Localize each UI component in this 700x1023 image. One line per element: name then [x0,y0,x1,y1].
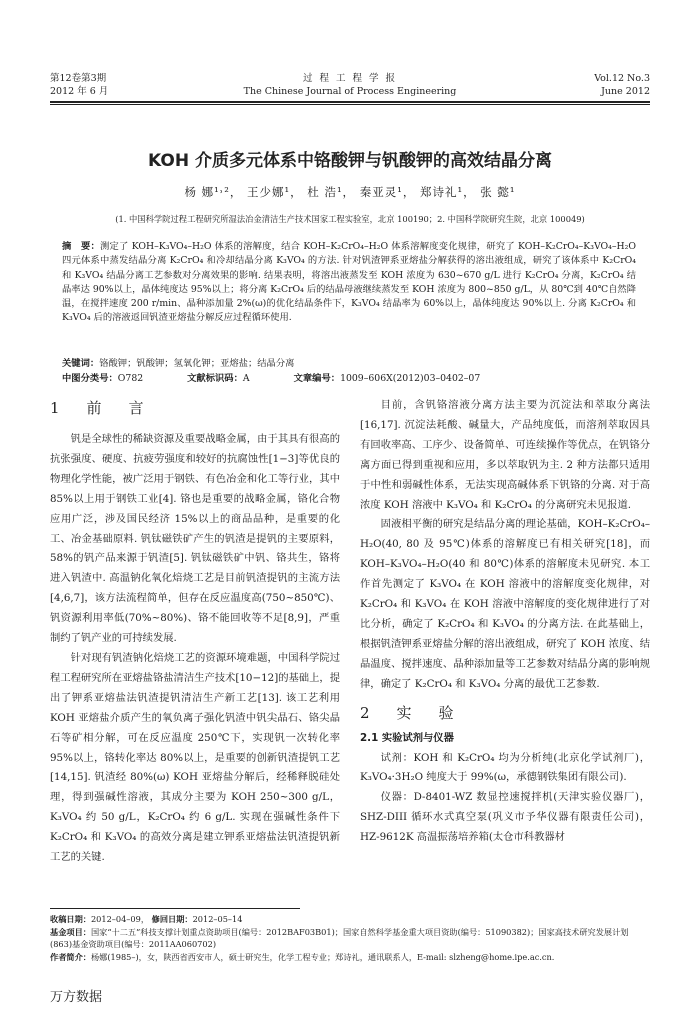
abstract [62,240,636,326]
article-title: KOH 介质多元体系中铬酸钾与钒酸钾的高效结晶分离 [147,151,552,171]
volume-en: Vol.12 No.3 [594,73,650,84]
doc-code-label: 文献标识码： [187,373,243,384]
keywords-row [62,355,636,369]
date-cn: 2012 年 6 月 [50,86,109,97]
section-1-paragraph-3: 目前，含钒铬溶液分离方法主要为沉淀法和萃取分离法[16,17]. 沉淀法耗酸、碱量大，产品纯度低，而溶剂萃取因具有回收率高、工序少、设备简单、可连续操作等优点，在钒铬分离方面已得到重视和应用，多以萃取钒为主. 2 种方法都只适用于中性和弱碱性体系，无法实现高碱体系下钒铬的分离. 对于高浓度 KOH 溶液中 K₃VO₄ 和 K₂CrO₄ 的分离研究未见报道. [360,399,650,511]
clc-label: 中图分类号： [62,373,118,384]
journal-name-en: The Chinese Journal of Process Engineering [243,86,457,97]
date-en: June 2012 [601,86,650,97]
section-1-paragraph-2: 针对现有钒渣钠化焙烧工艺的资源环境难题，中国科学院过程工程研究所在亚熔盐铬盐清洁生产技术[10−12]的基础上，提出了钾系亚熔盐法钒渣提钒清洁生产新工艺[13]. 该工艺利用 KOH 亚熔盐介质产生的氧负离子强化钒渣中钒尖晶石、铬尖晶石等矿相分解，可在反应温度 250℃下，实现钒一次转化率 95%以上，铬转化率达 80%以上，是重要的创新钒渣提钒工艺[14,15]. 钒渣经 80%(ω) KOH 亚熔盐分解后，经稀释脱硅处理，得到强碱性溶液，其成分主要为 KOH 250~300 g/L，K₃VO₄ 约 50 g/L，K₂CrO₄ 约 6 g/L. 实现在强碱性条件下 K₂CrO₄ 和 K₃VO₄ 的高效分离是建立钾系亚熔盐法钒渣提钒新工艺的关键. [50,651,340,864]
subsection-2-1-heading: 2.1 实验试剂与仪器 [360,731,454,744]
article-id-label: 文章编号： [293,373,341,384]
revised-label: 修回日期： [151,914,193,924]
fund-text: 国家“十二五”科技支撑计划重点资助项目(编号：2012BAF03B01)；国家自然科学基金重大项目资助(编号：51090382)；国家高技术研究发展计划(863)基金资助项目(编号：2011AA060702) [50,926,629,950]
author-bio-row [50,951,650,964]
received-row [50,913,650,926]
doc-code: A [242,373,250,384]
author-list: 杨 娜¹˒²， 王少娜¹， 杜 浩¹， 秦亚灵¹， 郑诗礼¹， 张 懿¹ [184,185,516,199]
affiliation: (1. 中国科学院过程工程研究所湿法冶金清洁生产技术国家工程实验室，北京 100190；2. 中国科学院研究生院，北京 100049) [115,214,585,224]
header-rule-bottom [50,104,650,105]
author-bio: 杨娜(1985–)，女，陕西省西安市人，硕士研究生，化学工程专业；郑诗礼，通讯联系人，E-mail: slzheng@home.ipe.ac.cn. [90,951,555,962]
header-rule-top [50,101,650,103]
header-center [200,72,500,98]
section-2-heading: 2 实 验 [360,703,460,722]
keywords-label: 关键词： [62,358,100,369]
keywords: 铬酸钾；钒酸钾；氢氧化钾；亚熔盐；结晶分离 [99,358,295,369]
footnote-rule [50,908,300,909]
section-1-heading: 1 前 言 [50,399,150,417]
abstract-text: 测定了 KOH–K₃VO₄–H₂O 体系的溶解度，结合 KOH–K₂CrO₄–H₂O 体系溶解度变化规律，研究了 KOH–K₂CrO₄–K₃VO₄–H₂O 四元体系中蒸发结晶分离 K₂CrO₄ 和冷却结晶分离 K₃VO₄ 的方法. 针对钒渣钾系亚熔盐分解获得的溶出液组成，研究了该体系中 K₂CrO₄ 和 K₃VO₄ 结晶分离工艺参数对分离效果的影响. 结果表明，将溶出液蒸发至 KOH 浓度为 630~670 g/L 进行 K₂CrO₄ 分离，K₂CrO₄ 结晶率达 90%以上，晶体纯度达 95%以上；将分离 K₂CrO₄ 后的结晶母液继续蒸发至 KOH 浓度为 800~850 g/L，从 80℃到 40℃自然降温，在搅拌速度 200 r/min、晶种添加量 2%(ω)的优化结晶条件下，K₃VO₄ 结晶率为 60%以上，晶体纯度达 90%以上. 分离 K₂CrO₄ 和 K₃VO₄ 后的溶液返回钒渣亚熔盐分解反应过程循环使用. [62,241,636,324]
footnote [50,913,650,963]
section-1-paragraph-4: 固液相平衡的研究是结晶分离的理论基础，KOH–K₂CrO₄–H₂O(40, 80 及 95℃)体系的溶解度已有相关研究[18]，而 KOH–K₃VO₄–H₂O(40 和 80℃)体系的溶解度未见研究. 本工作首先测定了 K₃VO₄ 在 KOH 溶液中的溶解度变化规律，对 K₂CrO₄ 和 K₃VO₄ 在 KOH 溶液中溶解度的变化规律进行了对比分析，确定了 K₂CrO₄ 和 K₃VO₄ 的分离方法. 在此基础上，根据钒渣钾系亚熔盐分解的溶出液组成，研究了 KOH 浓度、结晶温度、搅拌速度、晶种添加量等工艺参数对结晶分离的影响规律，确定了 K₂CrO₄ 和 K₃VO₄ 分离的最优工艺参数. [360,518,650,690]
watermark: 万方数据 [50,990,103,1005]
section-1-paragraph-1: 钒是全球性的稀缺资源及重要战略金属，由于其具有很高的抗张强度、硬度、抗疲劳强度和较好的抗腐蚀性[1−3]等优良的物理化学性能，被广泛用于钢铁、有色冶金和化工等行业，其中 85%以上用于钢铁工业[4]. 铬也是重要的战略金属，铬化合物应用广泛，涉及国民经济 15%以上的商品品种，是重要的化工、冶金基础原料. 钒钛磁铁矿产生的钒渣是提钒的主要原料，58%的钒产品来源于钒渣[5]. 钒钛磁铁矿中钒、铬共生，铬将进入钒渣中. 高温钠化氧化焙烧工艺是目前钒渣提钒的主流方法[4,6,7]，该方法流程简单，但存在反应温度高(750~850℃)、钒资源利用率低(70%~80%)、铬不能回收等不足[8,9]，严重制约了钒产业的可持续发展. [50,433,340,645]
author-bio-label: 作者简介： [50,951,91,962]
fund-row [50,926,650,951]
article-id: 1009–606X(2012)03–0402–07 [340,373,481,384]
abstract-label: 摘 要： [62,241,101,252]
revised-date: 2012–05–14 [192,914,243,924]
received-date: 2012–04–09， [90,914,150,924]
header-left [50,72,108,98]
header-right [594,72,650,98]
left-column [50,396,340,868]
classification-row [62,370,636,384]
right-column [360,396,650,848]
section-2-paragraph-2: 仪器：D-8401-WZ 数显控速搅拌机(天津实验仪器厂)，SHZ-DIII 循环水式真空泵(巩义市予华仪器有限责任公司)，HZ-9612K 高温振荡培养箱(太仓市科教器材 [360,791,650,844]
volume-cn: 第12卷第3期 [50,73,107,84]
clc-code: O782 [117,373,144,384]
section-2-paragraph-1: 试剂：KOH 和 K₂CrO₄ 均为分析纯(北京化学试剂厂)，K₃VO₄·3H₂O 纯度大于 99%(ω，承德钢铁集团有限公司). [360,751,650,784]
journal-name-cn: 过 程 工 程 学 报 [302,73,398,84]
fund-label: 基金项目： [50,926,91,937]
received-label: 收稿日期： [50,914,91,924]
